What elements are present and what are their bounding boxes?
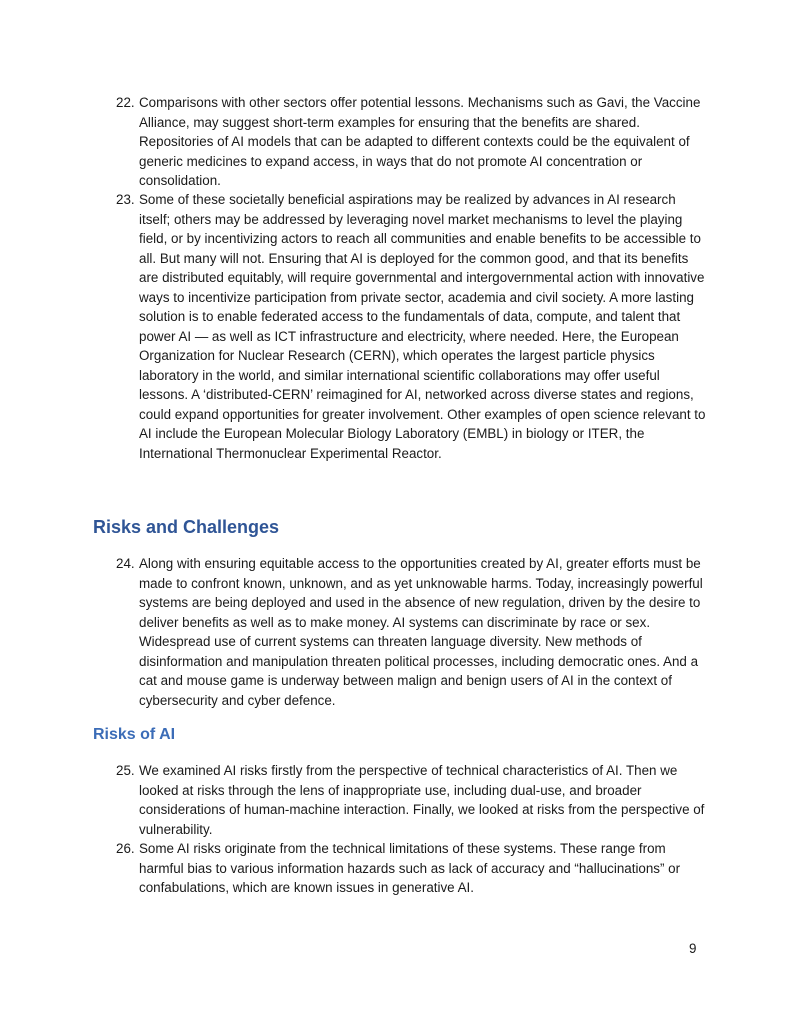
list-item-text: We examined AI risks firstly from the perspective of technical characteristics of AI. Then we looked at risks through the lens of inappropriate use, including dual-use, and broader considerations of human-machine interaction. Finally, we looked at risks from the perspective of vulnerability. xyxy=(139,763,705,837)
section-heading: Risks and Challenges xyxy=(93,517,280,537)
list-item-number: 22. xyxy=(116,95,135,110)
list-item-number: 23. xyxy=(116,192,135,207)
list-item-text: Comparisons with other sectors offer potential lessons. Mechanisms such as Gavi, the Vaccine Alliance, may suggest short-term examples for ensuring that the benefits are shared. Repositories of AI models that can be adapted to different contexts could be the equivalent of generic medicines to expand access, in ways that do not promote AI concentration or consolidation. xyxy=(139,95,701,188)
list-item-text: Some of these societally beneficial aspirations may be realized by advances in AI research itself; others may be addressed by leveraging novel market mechanisms to level the playing field, or by incentivizing actors to reach all communities and enable benefits to be accessible to all. But many will not. Ensuring that AI is deployed for the common good, and that its benefits are distributed equitably, will require governmental and intergovernmental action with innovative ways to incentivize participation from private sector, academia and civil society. A more lasting solution is to enable federated access to the fundamentals of data, compute, and talent that power AI — as well as ICT infrastructure and electricity, where needed. Here, the European Organization for Nuclear Research (CERN), which operates the largest particle physics laboratory in the world, and similar international scientific collaborations may offer useful lessons. A ‘distributed-CERN’ reimagined for AI, networked across diverse states and regions, could expand opportunities for greater involvement. Other examples of open science relevant to AI include the European Molecular Biology Laboratory (EMBL) in biology or ITER, the International Thermonuclear Experimental Reactor. xyxy=(139,192,706,461)
list-item-number: 24. xyxy=(116,556,135,571)
list-item-text: Along with ensuring equitable access to the opportunities created by AI, greater efforts must be made to confront known, unknown, and as yet unknowable harms. Today, increasingly powerful systems are being deployed and used in the absence of new regulation, driven by the desire to deliver benefits as well as to make money. AI systems can discriminate by race or sex. Widespread use of current systems can threaten language diversity. New methods of disinformation and manipulation threaten political processes, including democratic ones. And a cat and mouse game is underway between malign and benign users of AI in the context of cybersecurity and cyber defence. xyxy=(139,556,703,708)
list-item-number: 25. xyxy=(116,763,135,778)
page-number: 9 xyxy=(689,941,697,956)
subsection-heading: Risks of AI xyxy=(93,726,176,743)
list-item-23 xyxy=(116,190,706,463)
list-item-25 xyxy=(116,761,706,839)
list-item-24 xyxy=(116,554,706,710)
list-item-22 xyxy=(116,93,706,191)
list-item-text: Some AI risks originate from the technical limitations of these systems. These range from harmful bias to various information hazards such as lack of accuracy and “hallucinations” or confabulations, which are known issues in generative AI. xyxy=(139,841,681,895)
list-item-26 xyxy=(116,839,706,898)
list-item-number: 26. xyxy=(116,841,135,856)
